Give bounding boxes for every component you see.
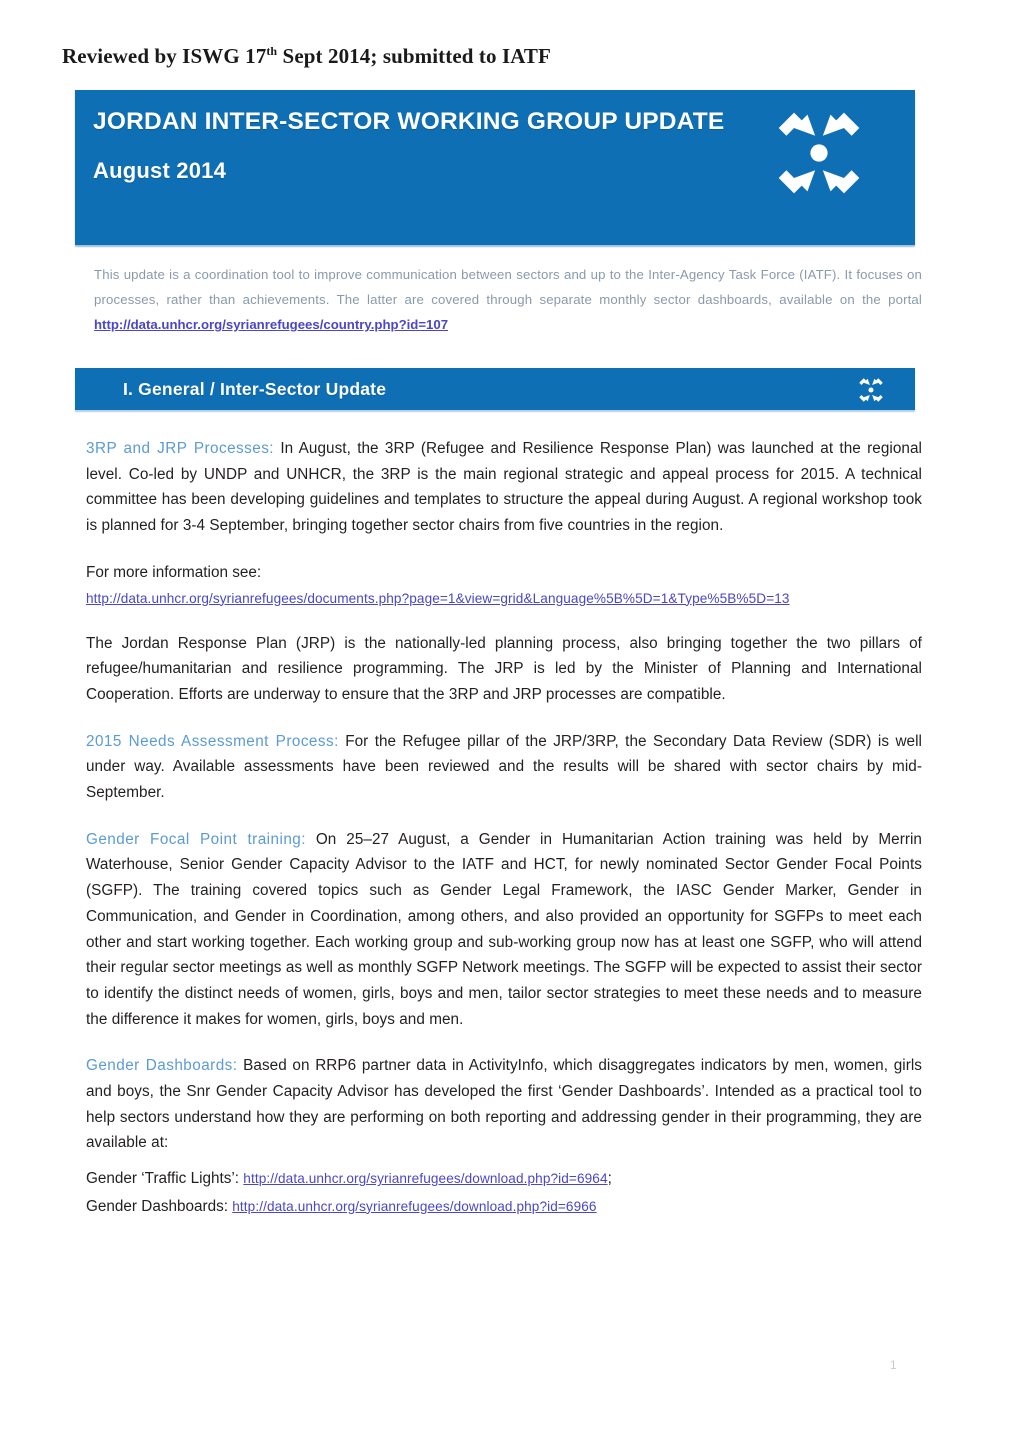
paragraph-gender-dashboards <box>86 1053 922 1156</box>
traffic-lights-link-line <box>86 1166 922 1192</box>
gender-traffic-lights-link[interactable]: http://data.unhcr.org/syrianrefugees/download.php?id=6964 <box>243 1171 608 1187</box>
review-note-prefix: Reviewed by ISWG 17 <box>62 44 267 68</box>
paragraph-body-3rp-jrp: In August, the 3RP (Refugee and Resilience Response Plan) was launched at the regional level. Co-led by UNDP and UNHCR, the 3RP is the main regional strategic and appeal process for 2015. A technical committee has been developing guidelines and templates to structure the appeal during August. A regional workshop took is planned for 3-4 September, bringing together sector chairs from five countries in the region. <box>86 440 922 535</box>
intro-note <box>94 262 922 337</box>
gender-dashboards-link-line <box>86 1194 922 1220</box>
intro-note-text: This update is a coordination tool to improve communication between sectors and up to the Inter-Agency Task Force (IATF). It focuses on processes, rather than achievements. The latter are covered through separate monthly sector dashboards, available on the portal <box>94 267 922 307</box>
paragraph-lead-3rp-jrp: 3RP and JRP Processes: <box>86 440 274 457</box>
paragraph-body-gender-training: On 25–27 August, a Gender in Humanitarian Action training was held by Merrin Waterhouse, Senior Gender Capacity Advisor to the IATF and HCT, for newly nominated Sector Gender Focal Points (SGFP). The training covered topics such as Gender Legal Framework, the IASC Gender Marker, Gender in Communication, and Gender in Coordination, among others, and also provided an opportunity for SGFPs to meet each other and start working together. Each working group and sub-working group now has at least one SGFP, who will attend their regular sector meetings as well as monthly SGFP Network meetings. The SGFP will be expected to assist their sector to identify the distinct needs of women, girls, boys and men, tailor sector strategies to meet these needs and to measure the difference it makes for women, girls, boys and men. <box>86 830 922 1028</box>
review-note-suffix: Sept 2014; submitted to IATF <box>277 44 551 68</box>
paragraph-3rp-jrp-processes <box>86 436 922 539</box>
section-body <box>86 436 922 1222</box>
paragraph-body-needs-assessment: For the Refugee pillar of the JRP/3RP, the Secondary Data Review (SDR) is well under way. Available assessments have been reviewed and the results will be shared with sector chairs by mid-September. <box>86 732 922 802</box>
traffic-lights-label: Gender ‘Traffic Lights’: <box>86 1170 244 1188</box>
section-heading-title: I. General / Inter-Sector Update <box>123 379 387 399</box>
paragraph-needs-assessment <box>86 729 922 806</box>
gender-dashboards-link[interactable]: http://data.unhcr.org/syrianrefugees/download.php?id=6966 <box>232 1198 597 1214</box>
page-subtitle: August 2014 <box>93 158 227 183</box>
paragraph-lead-gender-dashboards: Gender Dashboards: <box>86 1057 238 1075</box>
inter-sector-arrows-logo-icon-small <box>857 376 885 404</box>
page-title: JORDAN INTER-SECTOR WORKING GROUP UPDATE <box>93 108 725 135</box>
more-information-link-line <box>86 588 922 610</box>
gender-dashboards-label: Gender Dashboards: <box>86 1197 233 1215</box>
traffic-lights-suffix: ; <box>607 1170 612 1188</box>
documents-portal-link[interactable]: http://data.unhcr.org/syrianrefugees/documents.php?page=1&view=grid&Language%5B%5D=1&Type%5B%5D=13 <box>86 590 790 606</box>
more-information-label: For more information see: <box>86 563 262 581</box>
review-note-ordinal: th <box>266 44 278 58</box>
paragraph-body-gender-dashboards: Based on RRP6 partner data in ActivityInfo, which disaggregates indicators by men, women, girls and boys, the Snr Gender Capacity Advisor has developed the first ‘Gender Dashboards’. Intended as a practical tool to help sectors understand how they are performing on both reporting and addressing gender in their programming, they are available at: <box>86 1057 922 1152</box>
paragraph-lead-gender-training: Gender Focal Point training: <box>86 830 306 848</box>
portal-link[interactable]: http://data.unhcr.org/syrianrefugees/country.php?id=107 <box>94 317 449 332</box>
paragraph-lead-needs-assessment: 2015 Needs Assessment Process: <box>86 732 339 750</box>
review-note <box>62 44 551 69</box>
paragraph-gender-focal-point-training <box>86 827 922 1033</box>
page-number: 1 <box>890 1358 897 1372</box>
inter-sector-arrows-logo-icon <box>771 105 867 201</box>
section-heading-bar <box>75 368 915 410</box>
document-header-banner <box>75 90 915 245</box>
paragraph-jordan-response-plan: The Jordan Response Plan (JRP) is the nationally-led planning process, also bringing together the two pillars of refugee/humanitarian and resilience programming. The JRP is led by the Minister of Planning and International Cooperation. Efforts are underway to ensure that the 3RP and JRP processes are compatible. <box>86 634 922 703</box>
